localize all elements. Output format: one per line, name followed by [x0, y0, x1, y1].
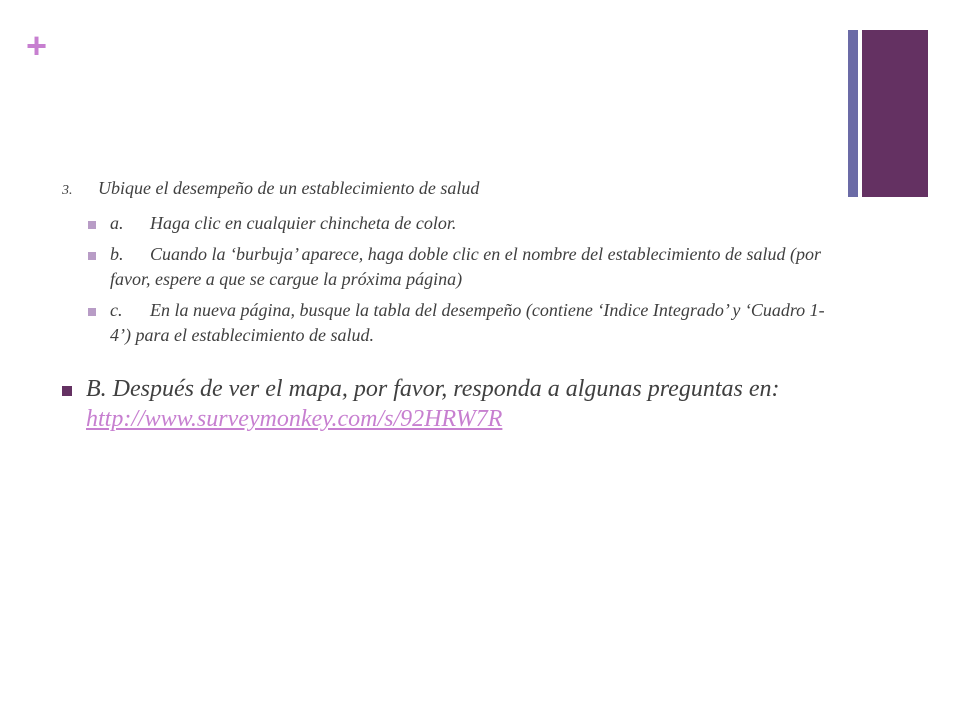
survey-link[interactable]: http://www.surveymonkey.com/s/92HRW7R	[86, 406, 503, 432]
step-number: 3.	[62, 183, 73, 198]
decorative-bar-thin	[848, 30, 858, 197]
square-bullet-icon	[88, 252, 96, 260]
square-bullet-icon	[62, 386, 72, 396]
step-text: Ubique el desempeño de un establecimiento de salud	[98, 178, 480, 198]
decorative-bar-wide	[862, 30, 928, 197]
sub-item-c	[62, 298, 832, 348]
slide-content	[62, 174, 832, 434]
sub-item-text: En la nueva página, busque la tabla del desempeño (contiene ‘Indice Integrado’ y ‘Cuadro 1-4’) para el establecimiento de salud.	[110, 300, 825, 345]
step-heading	[62, 174, 832, 205]
main-bullet-text: B. Después de ver el mapa, por favor, responda a algunas preguntas en:	[86, 376, 780, 402]
sub-item-letter: a.	[110, 213, 124, 233]
sub-item-letter: c.	[110, 300, 123, 320]
sub-item-a	[62, 211, 832, 236]
sub-item-text: Haga clic en cualquier chincheta de color.	[150, 213, 457, 233]
main-bullet-item	[62, 374, 832, 434]
plus-icon: +	[26, 25, 48, 66]
square-bullet-icon	[88, 308, 96, 316]
sub-item-text: Cuando la ‘burbuja’ aparece, haga doble clic en el nombre del establecimiento de salud (por favor, espere a que se cargue la próxima página)	[110, 244, 822, 289]
sub-item-b	[62, 242, 832, 292]
square-bullet-icon	[88, 221, 96, 229]
sub-item-letter: b.	[110, 244, 124, 264]
